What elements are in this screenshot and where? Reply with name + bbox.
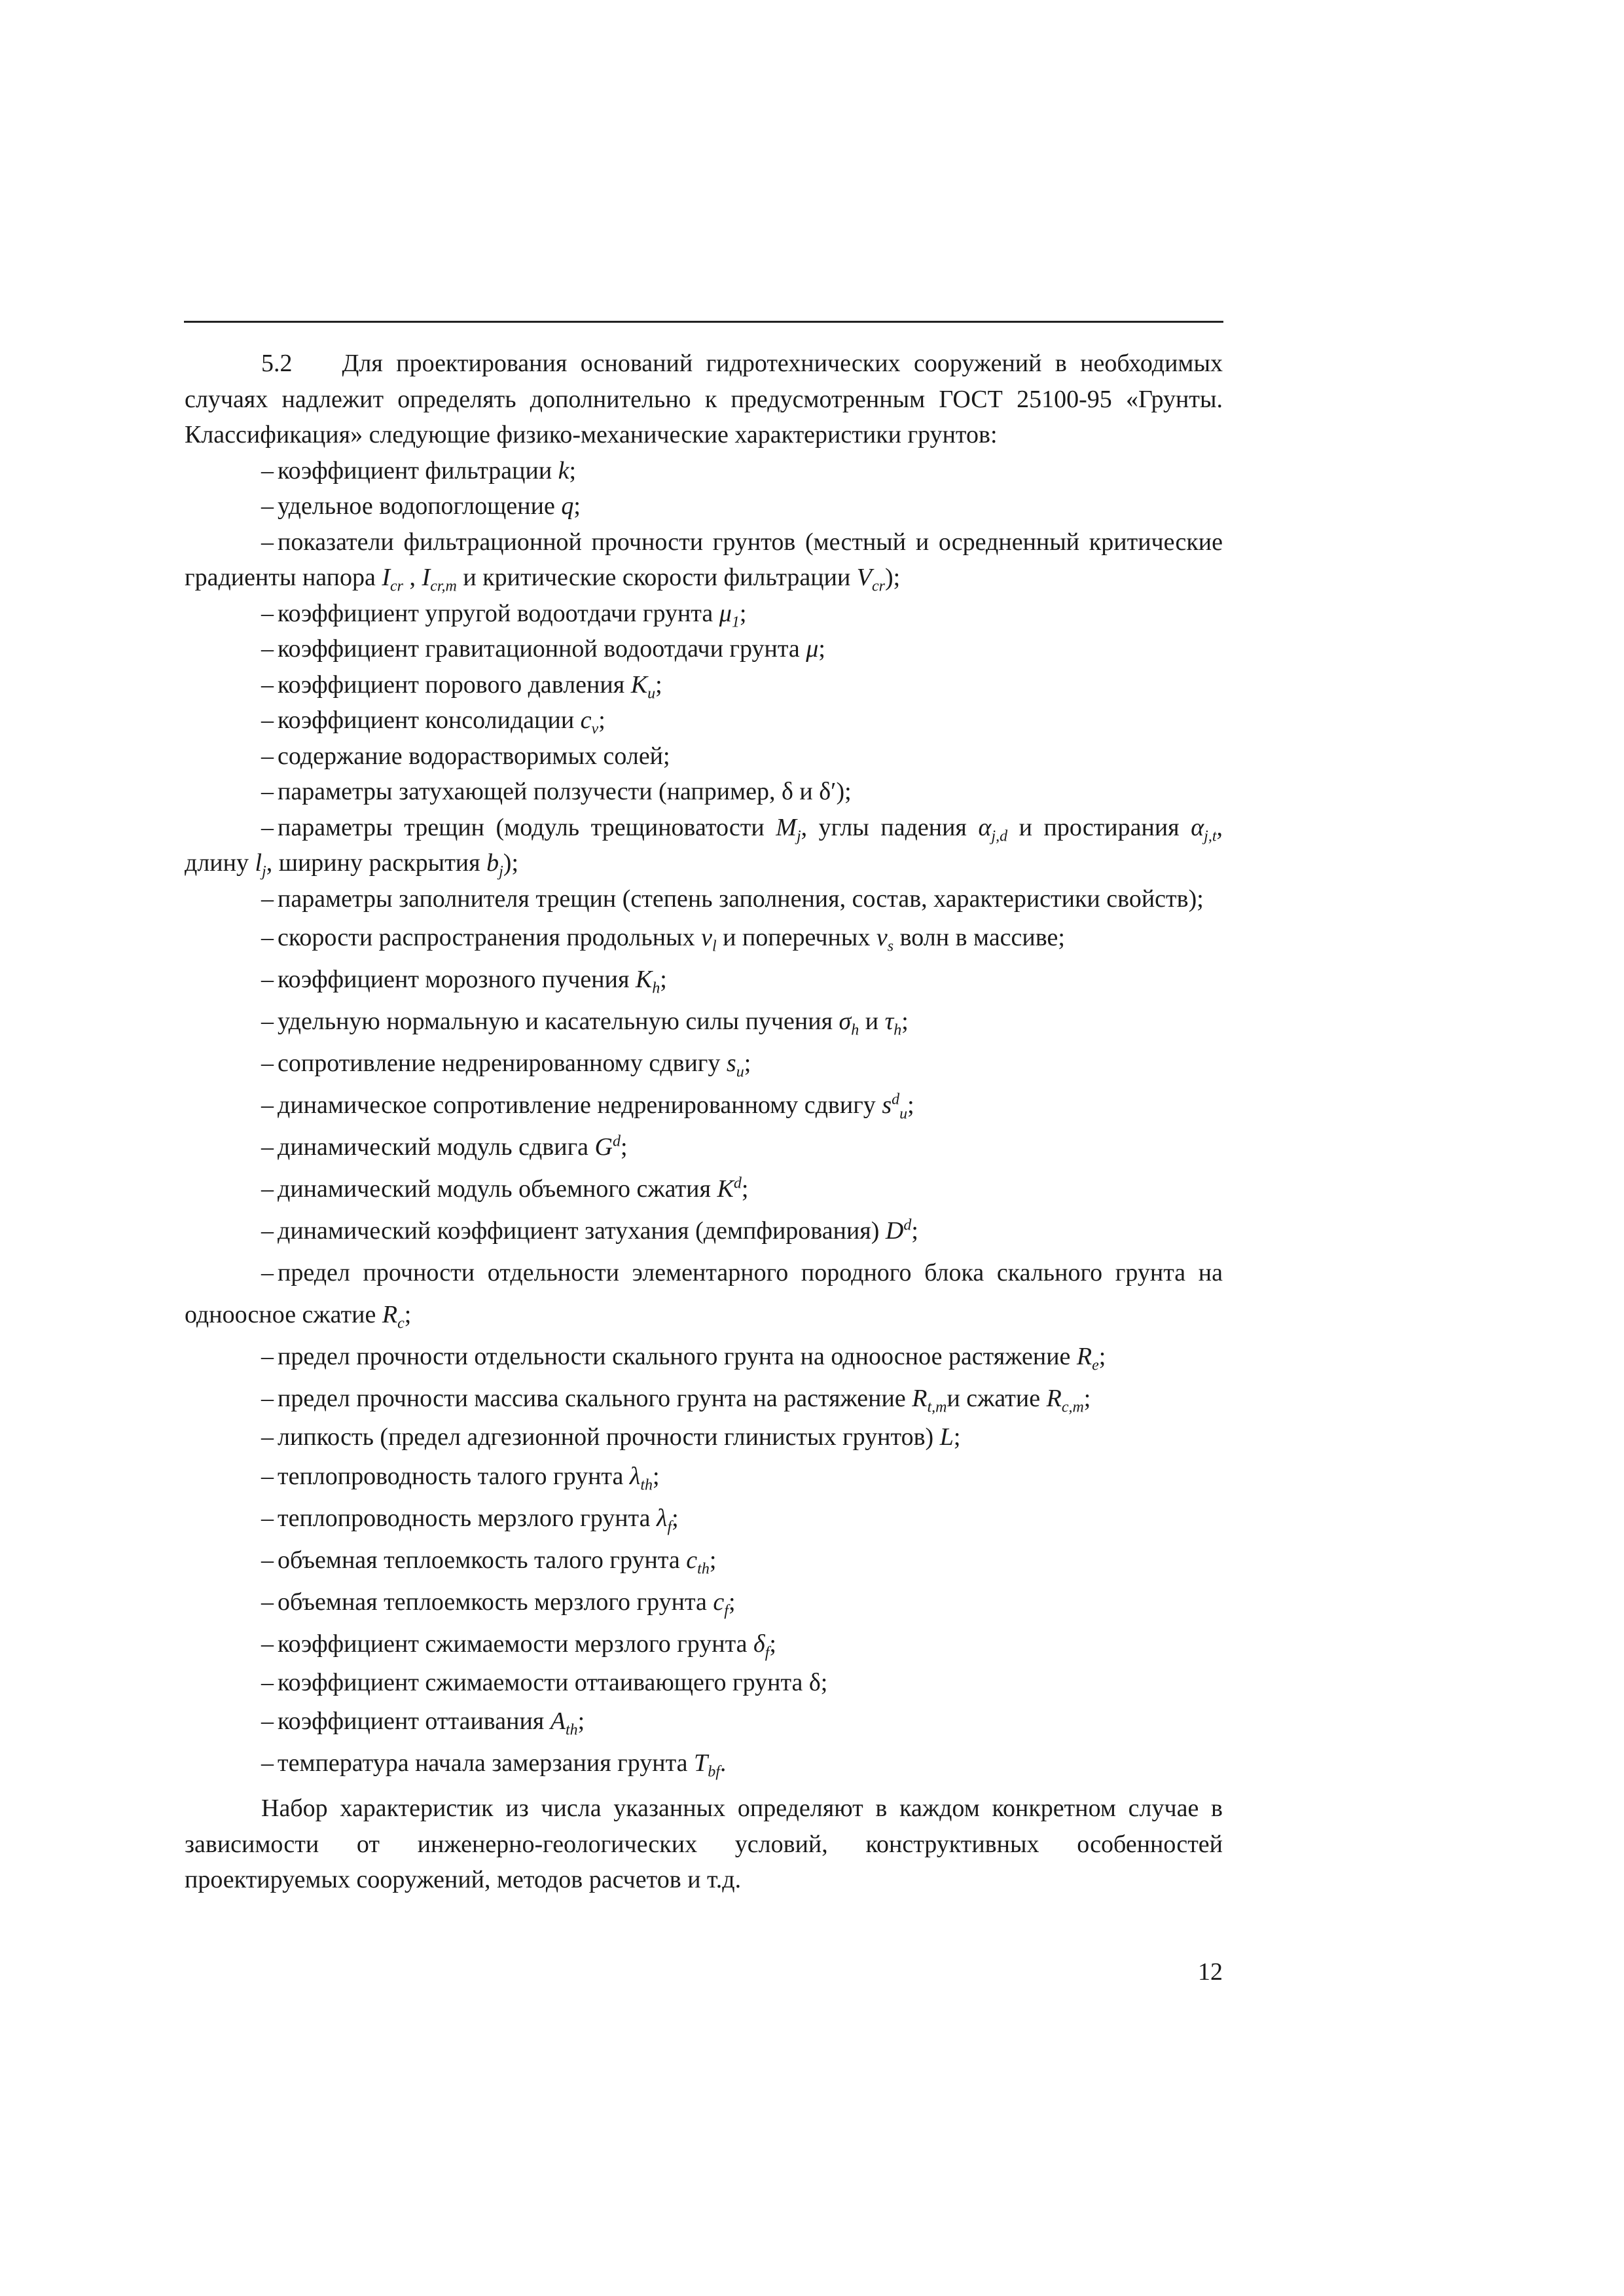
item-punctuation: ; <box>569 456 577 484</box>
list-dash: – <box>261 528 274 556</box>
math-symbol: μ <box>806 635 819 663</box>
list-item <box>185 774 1223 810</box>
list-dash: – <box>261 1385 274 1412</box>
list-dash: – <box>261 1588 274 1616</box>
item-text: , ширину раскрытия <box>266 849 487 877</box>
item-text: и простирания <box>1007 813 1191 841</box>
list-item <box>185 1336 1223 1377</box>
list-item <box>185 596 1223 632</box>
list-dash: – <box>261 492 274 520</box>
list-item <box>185 1210 1223 1252</box>
math-symbol: M <box>776 813 797 841</box>
superscript: d <box>733 1175 742 1192</box>
math-symbol: s <box>726 1049 736 1077</box>
math-symbol: μ <box>719 599 732 627</box>
list-item <box>185 1455 1223 1497</box>
item-text: теплопроводность мерзлого грунта <box>278 1504 657 1532</box>
item-punctuation: ; <box>741 1175 749 1203</box>
math-symbol: K <box>630 670 648 699</box>
list-item <box>185 738 1223 774</box>
list-dash: – <box>261 1423 274 1451</box>
math-symbol: R <box>1046 1385 1062 1412</box>
item-punctuation: ; <box>769 1630 776 1658</box>
list-item <box>185 1665 1223 1701</box>
list-item <box>185 453 1223 489</box>
list-dash: – <box>261 813 274 841</box>
math-symbol: V <box>856 564 873 591</box>
item-text: показатели фильтрационной прочности грунтов (местный и осредненный критические градиенты напора <box>185 528 1223 591</box>
item-text: динамический модуль объемного сжатия <box>278 1175 717 1203</box>
item-text: параметры заполнителя трещин (степень заполнения, состав, характеристики свойств); <box>278 884 1204 913</box>
list-item <box>185 667 1223 703</box>
list-item <box>185 881 1223 917</box>
list-item <box>185 488 1223 524</box>
math-symbol: R <box>912 1385 928 1412</box>
item-punctuation: ; <box>1083 1385 1091 1412</box>
list-dash: – <box>261 1343 274 1370</box>
item-text: предел прочности отдельности скального грунта на одноосное растяжение <box>278 1343 1077 1370</box>
item-punctuation: ; <box>660 966 667 993</box>
item-punctuation: ; <box>404 1301 412 1328</box>
characteristics-list <box>185 453 1223 1785</box>
math-symbol: v <box>701 924 712 951</box>
list-dash: – <box>261 966 274 993</box>
item-text: и критические скорости фильтрации <box>456 564 857 591</box>
list-item <box>185 1497 1223 1539</box>
item-text: удельную нормальную и касательную силы пучения <box>278 1008 839 1035</box>
subscript: cr <box>390 577 404 595</box>
subscript: c,m <box>1061 1398 1084 1416</box>
item-punctuation: ; <box>653 1462 660 1490</box>
math-symbol: A <box>550 1707 566 1735</box>
list-dash: – <box>261 456 274 484</box>
list-dash: – <box>261 1668 274 1696</box>
subscript: v <box>591 720 599 738</box>
item-text: коэффициент оттаивания <box>278 1707 550 1735</box>
subscript: th <box>697 1560 710 1578</box>
subscript: f <box>765 1644 770 1662</box>
math-symbol: c <box>713 1588 725 1616</box>
list-item <box>185 917 1223 958</box>
list-item <box>185 1126 1223 1168</box>
list-item <box>185 1419 1223 1455</box>
math-symbol: I <box>382 564 391 591</box>
superscript: d <box>892 1091 900 1108</box>
math-symbol: L <box>939 1423 954 1451</box>
subscript: u <box>736 1063 744 1081</box>
list-dash: – <box>261 670 274 699</box>
list-item <box>185 631 1223 667</box>
list-item <box>185 1000 1223 1042</box>
subscript: f <box>667 1518 672 1536</box>
item-text: коэффициент консолидации <box>278 706 581 734</box>
math-symbol: T <box>694 1749 708 1777</box>
list-item <box>185 1742 1223 1784</box>
math-symbol: l <box>255 849 262 877</box>
math-symbol: R <box>382 1301 398 1328</box>
item-text: , углы падения <box>801 813 979 841</box>
header-rule <box>184 321 1223 323</box>
math-symbol: D <box>885 1217 904 1245</box>
subscript: u <box>647 685 656 702</box>
list-item <box>185 702 1223 738</box>
subscript: cr,m <box>430 577 457 595</box>
superscript: d <box>612 1133 621 1150</box>
item-text: параметры трещин (модуль трещиноватости <box>278 813 776 841</box>
item-text: коэффициент упругой водоотдачи грунта <box>278 599 719 627</box>
item-punctuation: ); <box>503 849 519 877</box>
item-punctuation: ; <box>901 1008 909 1035</box>
item-text: динамическое сопротивление недренированному сдвигу <box>278 1091 882 1119</box>
list-dash: – <box>261 1175 274 1203</box>
math-symbol: v <box>876 924 888 951</box>
item-text: коэффициент порового давления <box>278 670 631 699</box>
list-dash: – <box>261 1133 274 1161</box>
item-text: объемная теплоемкость мерзлого грунта <box>278 1588 713 1616</box>
item-text: температура начала замерзания грунта <box>278 1749 695 1777</box>
list-dash: – <box>261 924 274 951</box>
list-item <box>185 1377 1223 1419</box>
subscript: th <box>565 1721 578 1739</box>
subscript: j,t <box>1204 828 1217 845</box>
list-item <box>185 1042 1223 1084</box>
math-symbol: q <box>561 492 574 520</box>
subscript: h <box>893 1021 902 1039</box>
subscript: h <box>652 979 660 997</box>
list-item <box>185 1623 1223 1665</box>
item-punctuation: ; <box>1098 1343 1106 1370</box>
math-symbol: σ <box>839 1008 852 1035</box>
list-dash: – <box>261 635 274 663</box>
math-symbol: c <box>580 706 592 734</box>
item-punctuation: ; <box>744 1049 751 1077</box>
item-text: динамический коэффициент затухания (демпфирования) <box>278 1217 886 1245</box>
item-punctuation: ); <box>885 564 901 591</box>
item-text: динамический модуль сдвига <box>278 1133 595 1161</box>
subscript: j <box>796 828 801 845</box>
closing-paragraph: Набор характеристик из числа указанных определяют в каждом конкретном случае в зависимости от инженерно-геологических условий, конструктивных особенностей проектируемых сооружений, методов расчетов и т.д. <box>185 1795 1223 1893</box>
superscript: d <box>903 1216 912 1234</box>
list-item <box>185 1700 1223 1742</box>
subscript: j <box>262 863 266 881</box>
item-text: удельное водопоглощение <box>278 492 562 520</box>
item-text: предел прочности отдельности элементарного породного блока скального грунта на одноосное сжатие <box>185 1259 1223 1328</box>
list-dash: – <box>261 1504 274 1532</box>
item-punctuation: . <box>719 1749 727 1777</box>
list-item <box>185 1581 1223 1623</box>
math-symbol: k <box>558 456 569 484</box>
subscript: 1 <box>731 613 740 631</box>
item-text: липкость (предел адгезионной прочности глинистых грунтов) <box>278 1423 940 1451</box>
item-text: коэффициент сжимаемости мерзлого грунта <box>278 1630 754 1658</box>
subscript: j,d <box>991 828 1008 845</box>
subscript: j <box>499 863 503 881</box>
item-punctuation: волн в массиве; <box>893 924 1065 951</box>
item-punctuation: ; <box>655 670 662 699</box>
item-punctuation: ; <box>709 1546 717 1574</box>
subscript: e <box>1092 1357 1099 1374</box>
item-punctuation: ; <box>911 1217 918 1245</box>
item-text: объемная теплоемкость талого грунта <box>278 1546 687 1574</box>
list-dash: – <box>261 706 274 734</box>
subscript: t,m <box>927 1398 947 1416</box>
subscript: bf <box>708 1763 720 1781</box>
section-5-2-intro: 5.2 Для проектирования оснований гидротехнических сооружений в необходимых случаях надлежит определять дополнительно к предусмотренным ГОСТ 25100-95 «Грунты. Классификация» следующие физико-механические характеристики грунтов: <box>185 350 1223 448</box>
math-symbol: c <box>686 1546 698 1574</box>
math-symbol: s <box>882 1091 892 1119</box>
item-punctuation: ; <box>953 1423 961 1451</box>
item-text: и сжатие <box>947 1385 1047 1412</box>
subscript: th <box>640 1476 653 1494</box>
subscript: cr <box>872 577 886 595</box>
list-item <box>185 1539 1223 1581</box>
subscript: l <box>712 938 717 955</box>
list-dash: – <box>261 1217 274 1245</box>
item-punctuation: ; <box>907 1091 914 1119</box>
item-punctuation: ; <box>728 1588 736 1616</box>
item-text: коэффициент морозного пучения <box>278 966 636 993</box>
item-text: , длину <box>185 813 1223 877</box>
item-punctuation: ; <box>573 492 581 520</box>
list-item <box>185 1252 1223 1336</box>
item-punctuation: ; <box>577 1707 585 1735</box>
list-dash: – <box>261 1749 274 1777</box>
list-dash: – <box>261 599 274 627</box>
item-text: скорости распространения продольных <box>278 924 702 951</box>
item-punctuation: ; <box>818 635 825 663</box>
math-symbol: K <box>635 966 653 993</box>
math-symbol: K <box>717 1175 734 1203</box>
list-item <box>185 524 1223 596</box>
item-text: параметры затухающей ползучести (например, δ и δ′); <box>278 778 852 805</box>
math-symbol: δ <box>753 1630 765 1658</box>
subscript: f <box>724 1602 729 1620</box>
math-symbol: λ <box>629 1462 641 1490</box>
list-dash: – <box>261 1707 274 1735</box>
subscript: u <box>899 1105 908 1123</box>
item-text: сопротивление недренированному сдвигу <box>278 1049 727 1077</box>
item-text: коэффициент сжимаемости оттаивающего грунта δ; <box>278 1668 828 1696</box>
math-symbol: τ <box>884 1008 894 1035</box>
document-body <box>185 346 1223 1898</box>
list-dash: – <box>261 1630 274 1658</box>
page-number: 12 <box>1198 1958 1223 1986</box>
math-symbol: α <box>1191 813 1204 841</box>
list-dash: – <box>261 884 274 913</box>
subscript: h <box>851 1021 859 1039</box>
list-item <box>185 810 1223 881</box>
math-symbol: α <box>978 813 992 841</box>
item-text: предел прочности массива скального грунта на растяжение <box>278 1385 912 1412</box>
math-symbol: R <box>1076 1343 1092 1370</box>
list-item <box>185 1084 1223 1126</box>
list-dash: – <box>261 778 274 805</box>
list-item <box>185 958 1223 1000</box>
item-text: и поперечных <box>716 924 876 951</box>
list-item <box>185 1168 1223 1210</box>
item-text: и <box>859 1008 885 1035</box>
item-punctuation: ; <box>739 599 747 627</box>
item-punctuation: ; <box>598 706 605 734</box>
item-text: коэффициент фильтрации <box>278 456 558 484</box>
list-dash: – <box>261 1546 274 1574</box>
subscript: s <box>887 938 894 955</box>
list-dash: – <box>261 1008 274 1035</box>
list-dash: – <box>261 742 274 770</box>
item-text: содержание водорастворимых солей; <box>278 742 670 770</box>
list-dash: – <box>261 1462 274 1490</box>
math-symbol: I <box>422 564 431 591</box>
math-symbol: G <box>594 1133 613 1161</box>
math-symbol: b <box>486 849 499 877</box>
item-text: , <box>403 564 422 591</box>
item-punctuation: ; <box>672 1504 679 1532</box>
list-dash: – <box>261 1259 274 1286</box>
math-symbol: λ <box>656 1504 668 1532</box>
list-dash: – <box>261 1091 274 1119</box>
list-dash: – <box>261 1049 274 1077</box>
item-text: коэффициент гравитационной водоотдачи грунта <box>278 635 806 663</box>
item-punctuation: ; <box>620 1133 628 1161</box>
item-text: теплопроводность талого грунта <box>278 1462 630 1490</box>
subscript: c <box>397 1315 405 1332</box>
